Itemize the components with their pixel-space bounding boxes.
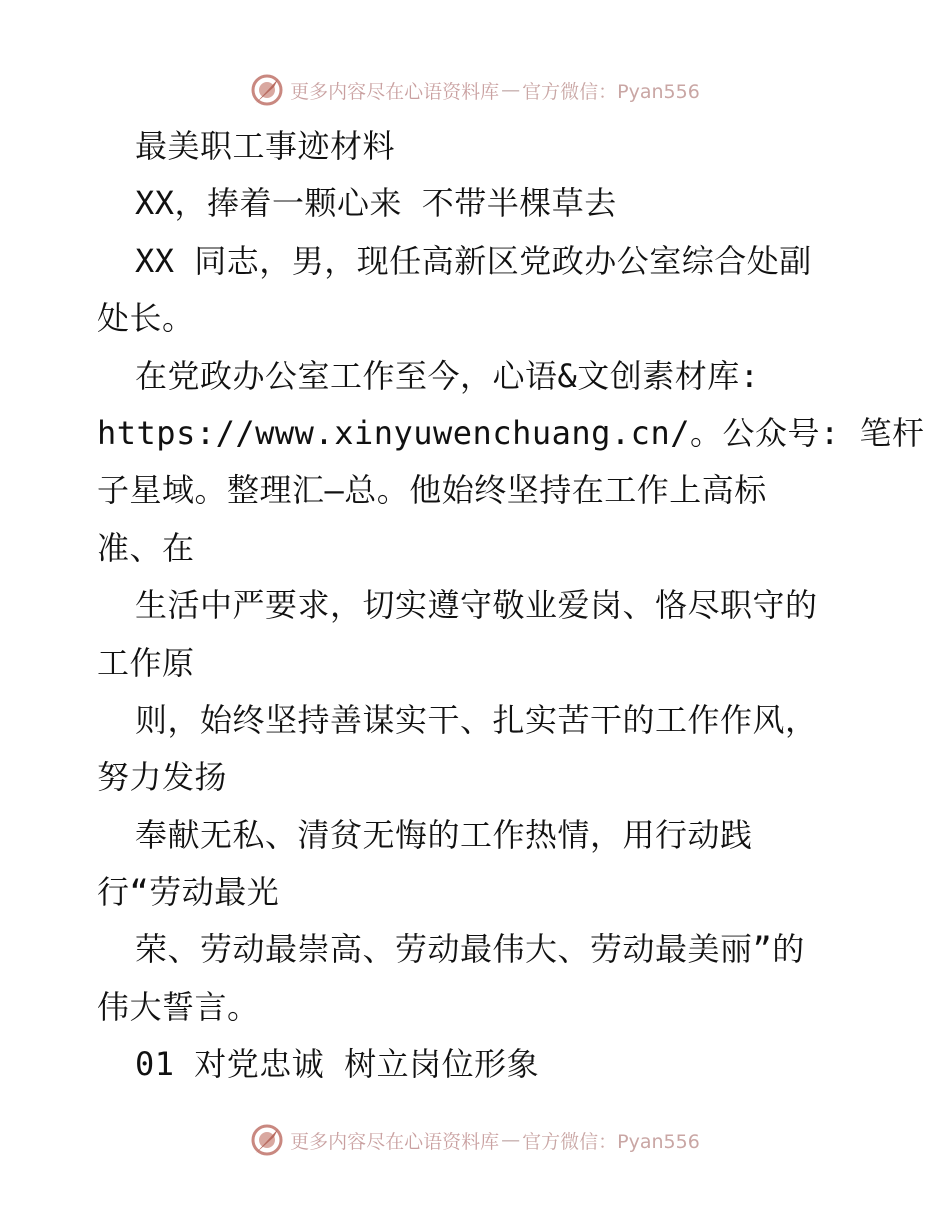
watermark-header: [0, 70, 950, 110]
watermark-dash: —: [501, 1129, 521, 1151]
watermark-footer: [0, 1120, 950, 1160]
watermark-contact-text: 官方微信：Pyan556: [522, 1130, 700, 1153]
quill-seal-icon: [250, 1123, 284, 1157]
document-body: [97, 118, 925, 1094]
paragraph-line: 奉献无私、清贫无悔的工作热情，用行动践: [135, 815, 753, 854]
paragraph-line: 努力发扬: [97, 758, 228, 797]
paragraph-line: 准、在: [97, 528, 195, 567]
watermark-dash: —: [501, 79, 521, 101]
paragraph-line: 荣、劳动最崇高、劳动最伟大、劳动最美丽”的: [135, 930, 805, 969]
paragraph-line: 处长。: [97, 299, 195, 338]
quill-seal-icon: [250, 73, 284, 107]
paragraph-line: 伟大誓言。: [97, 987, 260, 1026]
doc-title: 最美职工事迹材料: [135, 127, 396, 165]
paragraph-line: 则，始终坚持善谋实干、扎实苦干的工作作风，: [135, 700, 818, 739]
paragraph-line: 工作原: [97, 643, 195, 682]
section-heading: 01 对党忠诚 树立岗位形象: [135, 1045, 540, 1084]
paragraph-line: 子星域。整理汇—总。他始终坚持在工作上高标: [97, 471, 767, 510]
watermark-contact-text: 官方微信：Pyan556: [522, 80, 700, 103]
paragraph-line: 在党政办公室工作至今，心语&文创素材库:: [135, 356, 760, 395]
paragraph-line: XX 同志，男，现任高新区党政办公室综合处副: [135, 241, 812, 280]
watermark-main-text: 更多内容尽在心语资料库: [290, 80, 500, 103]
doc-subtitle: XX，捧着一颗心来 不带半棵草去: [135, 184, 617, 223]
paragraph-line: 生活中严要求，切实遵守敬业爱岗、恪尽职守的: [135, 586, 818, 625]
watermark-main-text: 更多内容尽在心语资料库: [290, 1130, 500, 1153]
paragraph-line: https://www.xinyuwenchuang.cn/。公众号: 笔杆: [97, 413, 925, 452]
paragraph-line: 行“劳动最光: [97, 873, 280, 912]
